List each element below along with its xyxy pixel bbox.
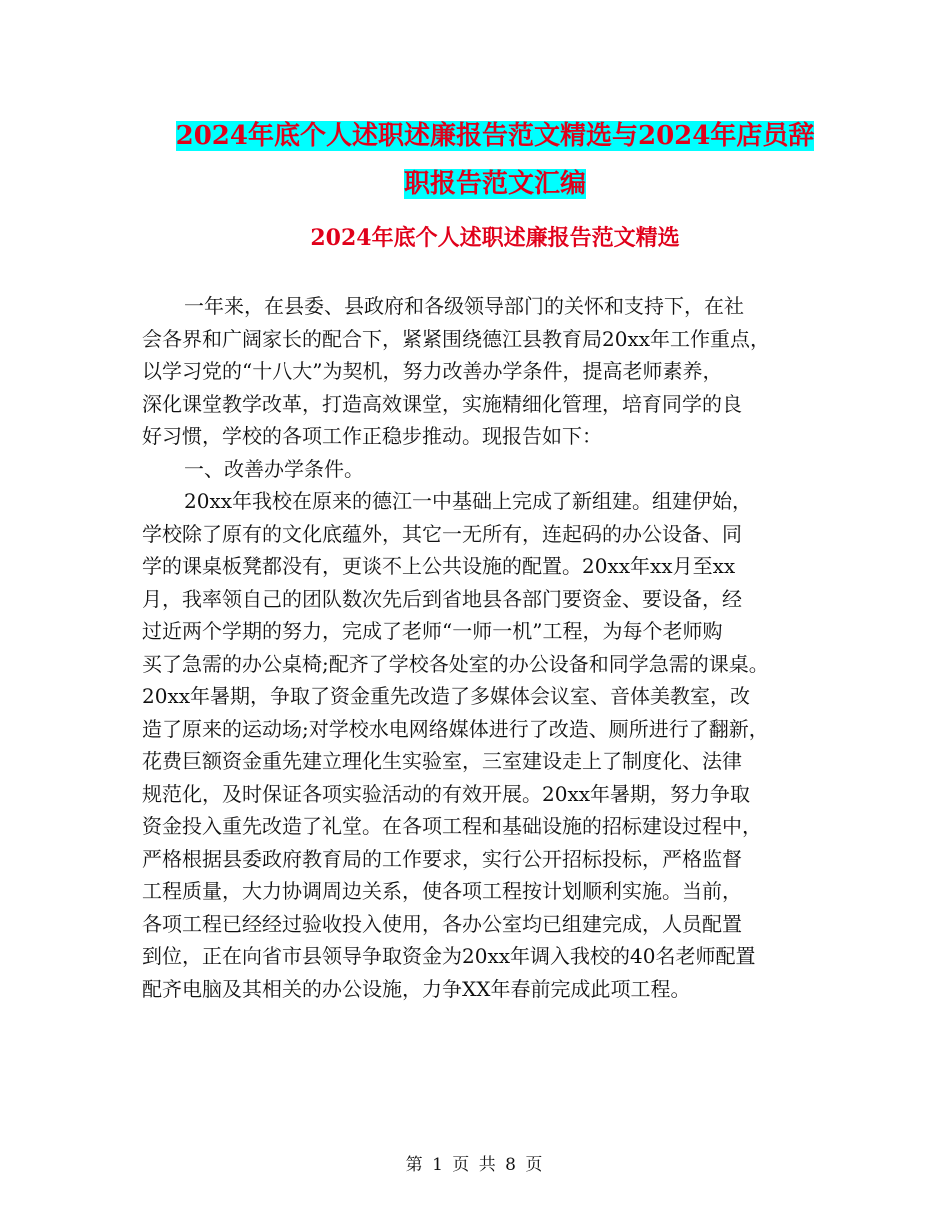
document-title-line-2: 职报告范文汇编 [403,169,586,199]
paragraph-line: 20xx年我校在原来的德江一中基础上完成了新组建。组建伊始， [184,489,753,513]
paragraph-line: 到位，正在向省市县领导争取资金为20xx年调入我校的40名老师配置 [142,944,756,968]
paragraph-line: 过近两个学期的努力，完成了老师“一师一机”工程，为每个老师购 [142,619,723,643]
page-number-footer: 第 1 页 共 8 页 [405,1155,545,1175]
paragraph-line: 以学习党的“十八大”为契机，努力改善办学条件，提高老师素养， [142,359,723,383]
paragraph-line: 月，我率领自己的团队数次先后到省地县各部门要资金、要设备，经 [142,586,742,611]
paragraph-line: 各项工程已经经过验收投入使用，各办公室均已组建完成，人员配置 [142,911,742,936]
paragraph-line: 工程质量，大力协调周边关系，使各项工程按计划顺利实施。当前， [142,879,742,903]
paragraph-line: 严格根据县委政府教育局的工作要求，实行公开招标投标，严格监督 [142,846,742,871]
document-title-line-1: 2024年底个人述职述廉报告范文精选与2024年店员辞 [175,121,815,151]
paragraph-line: 造了原来的运动场;对学校水电网络媒体进行了改造、厕所进行了翻新， [142,716,769,741]
paragraph-line: 规范化，及时保证各项实验活动的有效开展。20xx年暑期，努力争取 [142,781,751,806]
paragraph-line: 花费巨额资金重先建立理化生实验室，三室建设走上了制度化、法律 [142,749,742,773]
paragraph-line: 学的课桌板凳都没有，更谈不上公共设施的配置。20xx年xx月至xx [142,554,736,578]
paragraph-line: 一年来，在县委、县政府和各级领导部门的关怀和支持下，在社 [184,294,744,318]
body-text [142,290,822,1005]
paragraph-line: 深化课堂教学改革，打造高效课堂，实施精细化管理，培育同学的良 [142,391,742,416]
paragraph-line: 学校除了原有的文化底蕴外，其它一无所有，连起码的办公设备、同 [142,521,742,546]
paragraph-line: 配齐电脑及其相关的办公设施，力争XX年春前完成此项工程。 [142,976,691,1001]
heading-line: 一、改善办学条件。 [184,456,364,481]
section-title: 2024年底个人述职述廉报告范文精选 [310,225,680,251]
paragraph-line: 好习惯，学校的各项工作正稳步推动。现报告如下： [142,424,602,448]
paragraph-line: 20xx年暑期，争取了资金重先改造了多媒体会议室、音体美教室，改 [142,684,751,708]
document-title [150,112,840,208]
paragraph-line: 买了急需的办公桌椅;配齐了学校各处室的办公设备和同学急需的课桌。 [142,651,769,676]
paragraph-line: 资金投入重先改造了礼堂。在各项工程和基础设施的招标建设过程中， [142,814,762,838]
paragraph-line: 会各界和广阔家长的配合下，紧紧围绕德江县教育局20xx年工作重点， [142,326,771,351]
